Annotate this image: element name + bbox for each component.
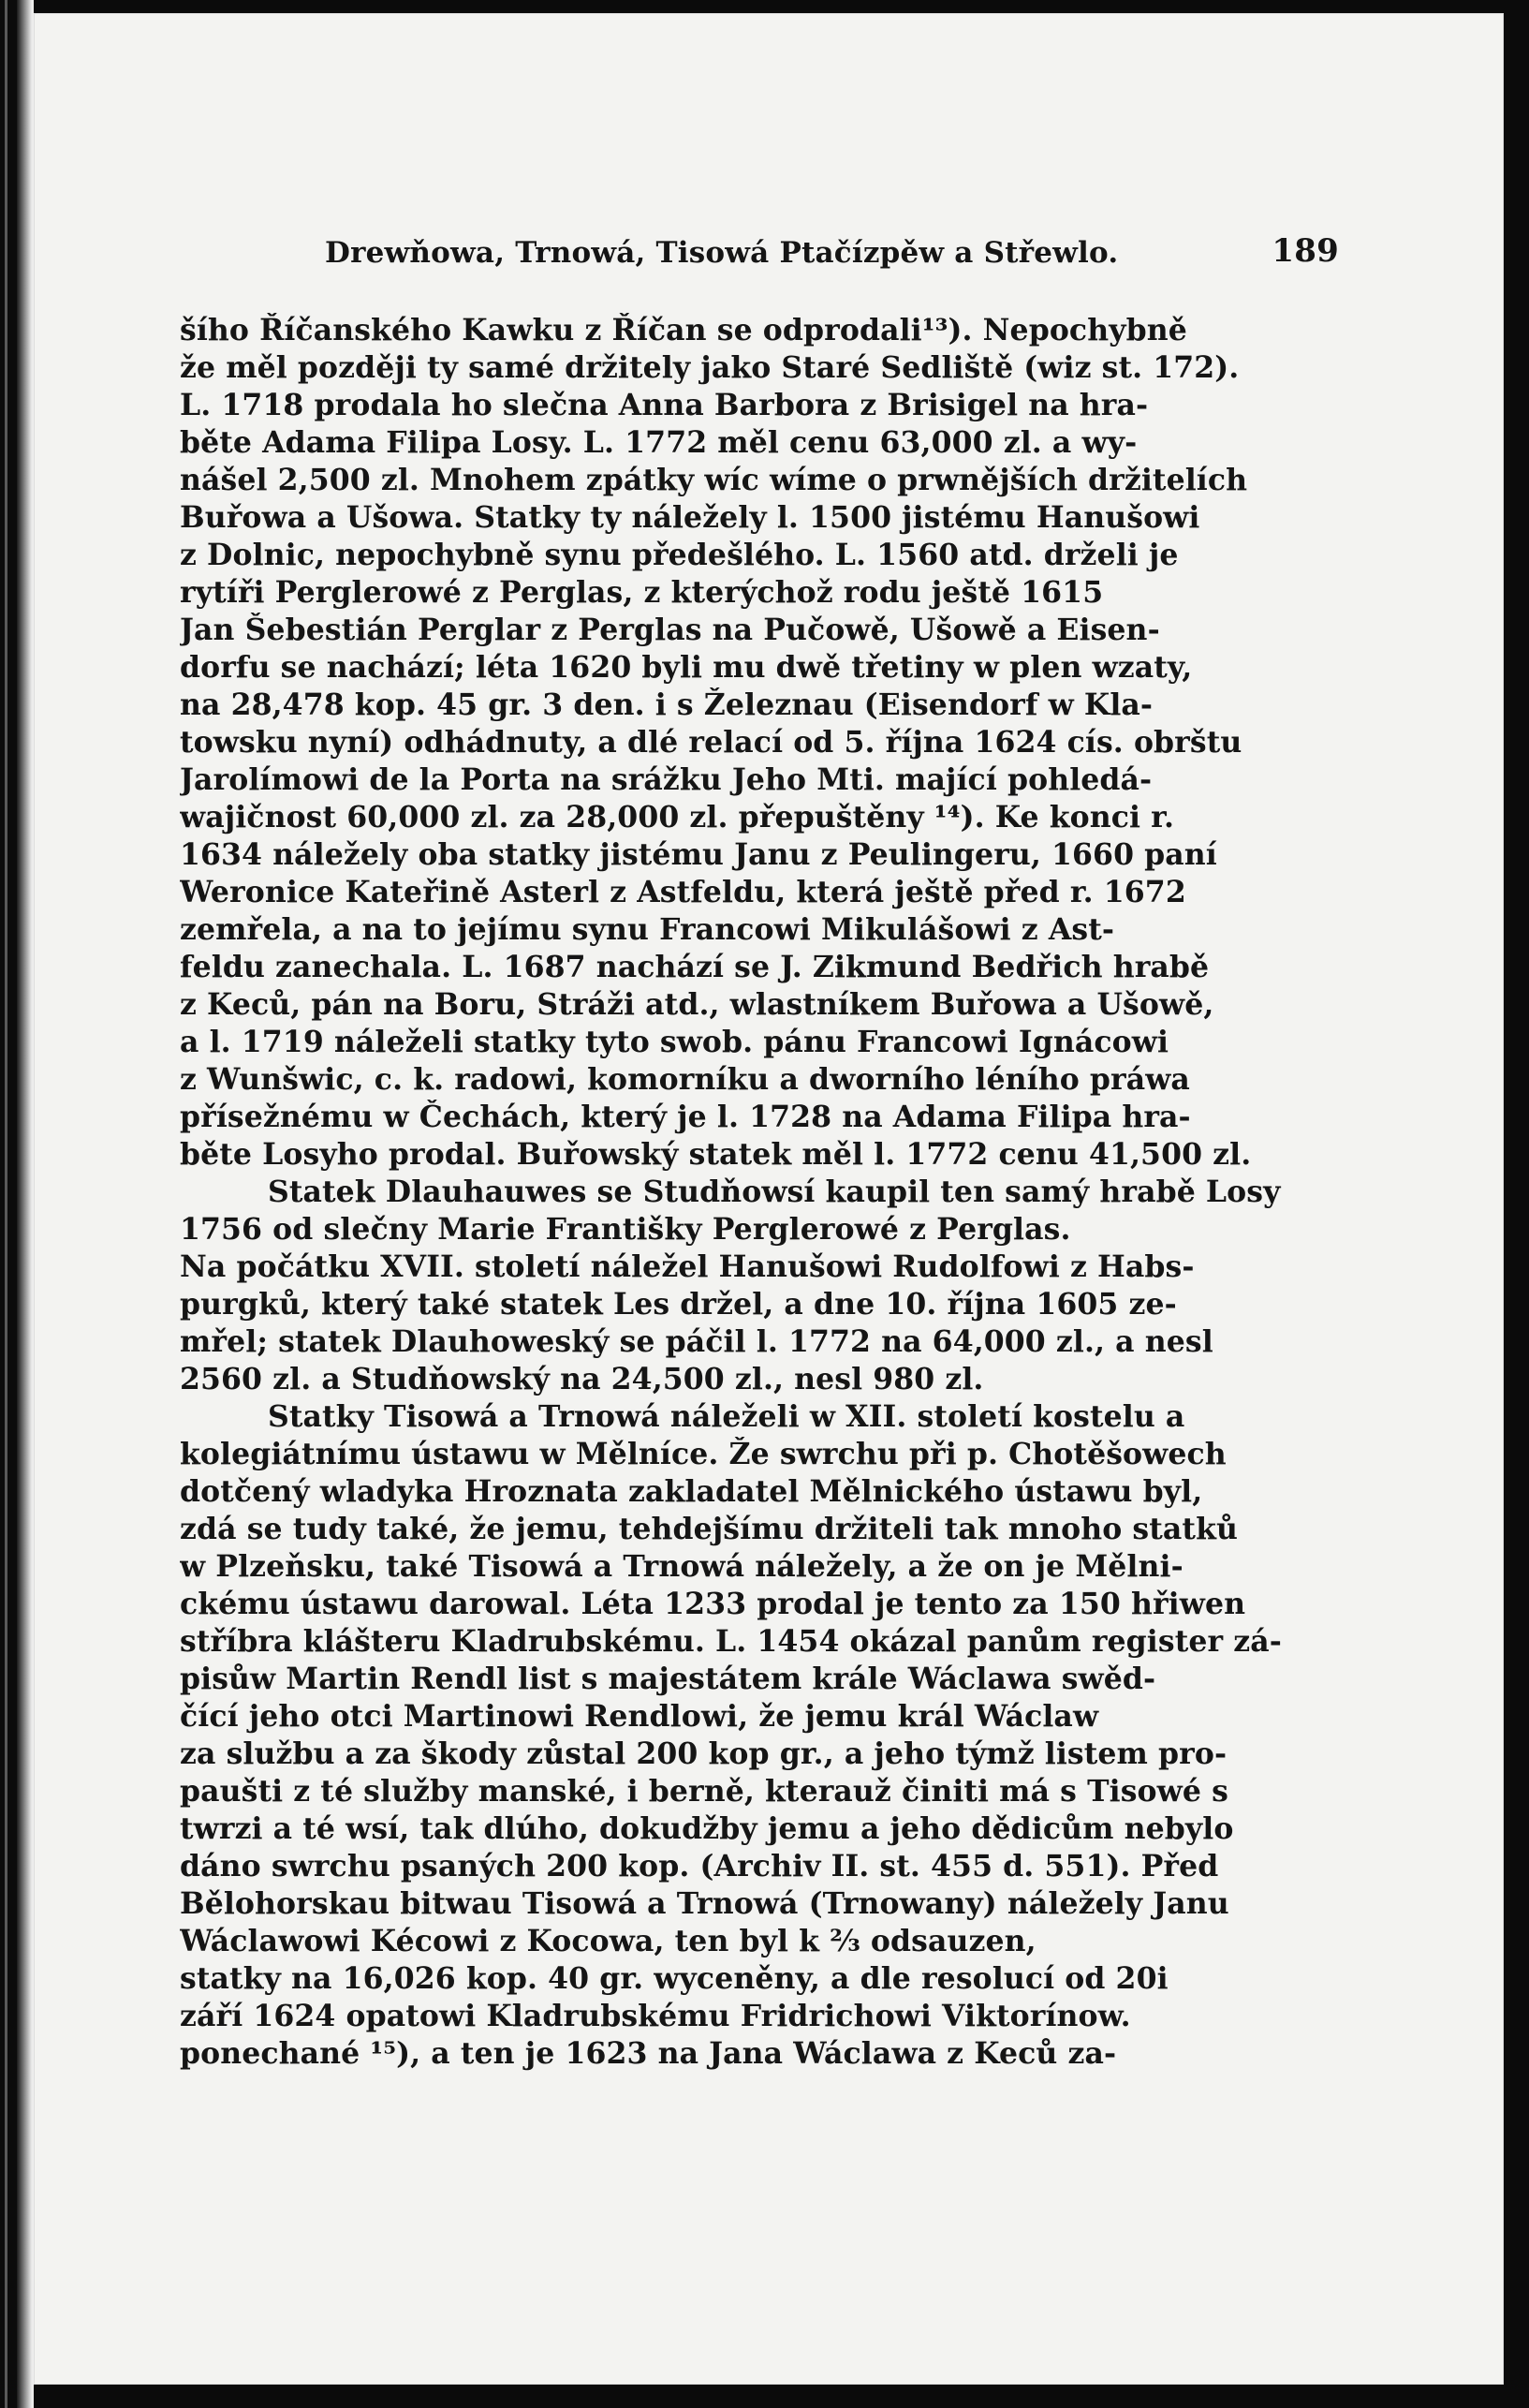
text-line: twrzi a té wsí, tak dlúho, dokudžby jemu a jeho dědicům nebylo <box>180 1811 1234 1846</box>
text-line: nášel 2,500 zl. Mnohem zpátky wíc wíme o prwnějších držitelích <box>180 463 1248 497</box>
text-line: dorfu se nachází; léta 1620 byli mu dwě třetiny w plen wzaty, <box>180 650 1193 685</box>
text-line: rytíři Perglerowé z Perglas, z kterýchož rodu ještě 1615 <box>180 575 1104 610</box>
text-line: ckému ústawu darowal. Léta 1233 prodal je tento za 150 hřiwen <box>180 1587 1246 1621</box>
text-line: za službu a za škody zůstal 200 kop gr., a jeho týmž listem pro- <box>180 1736 1228 1771</box>
text-line: Na počátku XVII. století náležel Hanušowi Rudolfowi z Habs- <box>180 1249 1195 1284</box>
text-line: towsku nyní) odhádnuty, a dlé relací od 5. října 1624 cís. obrštu <box>180 725 1242 760</box>
text-line: Jan Šebestián Perglar z Perglas na Pučowě, Ušowě a Eisen- <box>180 613 1160 647</box>
text-line: mřel; statek Dlauhoweský se páčil l. 1772 na 64,000 zl., a nesl <box>180 1324 1213 1359</box>
text-line: wajičnost 60,000 zl. za 28,000 zl. přepuštěny ¹⁴). Ke konci r. <box>180 800 1175 835</box>
text-line: Buřowa a Ušowa. Statky ty náležely l. 1500 jistému Hanušowi <box>180 500 1200 535</box>
text-line: w Plzeňsku, také Tisowá a Trnowá náležely, a že on je Mělni- <box>180 1549 1184 1584</box>
scan-edge-line <box>5 0 7 2408</box>
text-line: čící jeho otci Martinowi Rendlowi, že jemu král Wáclaw <box>180 1699 1099 1734</box>
text-line: 1756 od slečny Marie Františky Perglerowé z Perglas. <box>180 1212 1071 1247</box>
text-line: že měl později ty samé držitely jako Staré Sedliště (wiz st. 172). <box>180 350 1240 385</box>
text-line: ponechané ¹⁵), a ten je 1623 na Jana Wáclawa z Keců za- <box>180 2036 1117 2071</box>
text-line: z Keců, pán na Boru, Stráži atd., wlastníkem Buřowa a Ušowě, <box>180 987 1214 1022</box>
text-line: pisůw Martin Rendl list s majestátem krále Wáclawa swěd- <box>180 1662 1156 1696</box>
text-line: Bělohorskau bitwau Tisowá a Trnowá (Trnowany) náležely Janu <box>180 1886 1229 1921</box>
text-line: šího Říčanského Kawku z Říčan se odprodali¹³). Nepochybně <box>180 313 1187 347</box>
page-text-block <box>180 225 1339 2074</box>
text-line: 1634 náležely oba statky jistému Janu z Peulingeru, 1660 paní <box>180 837 1217 872</box>
text-line: feldu zanechala. L. 1687 nachází se J. Zikmund Bedřich hrabě <box>180 950 1210 984</box>
text-line: dotčený wladyka Hroznata zakladatel Mělnického ústawu byl, <box>180 1474 1203 1509</box>
text-line: běte Adama Filipa Losy. L. 1772 měl cenu 63,000 zl. a wy- <box>180 425 1138 460</box>
page-number: 189 <box>1272 232 1339 270</box>
text-line: dáno swrchu psaných 200 kop. (Archiv II. st. 455 d. 551). Před <box>180 1849 1219 1884</box>
text-line: paušti z té služby manské, i berně, kterauž činiti má s Tisowé s <box>180 1774 1228 1809</box>
text-line: z Dolnic, nepochybně synu předešlého. L. 1560 atd. drželi je <box>180 538 1179 572</box>
text-line: září 1624 opatowi Kladrubskému Fridrichowi Viktorínow. <box>180 1999 1131 2033</box>
text-line: na 28,478 kop. 45 gr. 3 den. i s Železnau (Eisendorf w Kla- <box>180 687 1154 722</box>
text-line: statky na 16,026 kop. 40 gr. wyceněny, a dle resolucí od 20i <box>180 1961 1169 1996</box>
text-line: purgků, který také statek Les držel, a dne 10. října 1605 ze- <box>180 1287 1177 1322</box>
text-line: kolegiátnímu ústawu w Mělníce. Že swrchu při p. Chotěšowech <box>180 1437 1227 1471</box>
paragraph-start-line: Statek Dlauhauwes se Studňowsí kaupil ten samý hrabě Losy <box>268 1174 1281 1209</box>
text-line: 2560 zl. a Studňowský na 24,500 zl., nesl 980 zl. <box>180 1362 984 1396</box>
text-line: Wáclawowi Kécowi z Kocowa, ten byl k ⅔ odsauzen, <box>180 1924 1036 1958</box>
text-line: stříbra klášteru Kladrubskému. L. 1454 okázal panům register zá- <box>180 1624 1282 1659</box>
text-line: a l. 1719 náleželi statky tyto swob. pánu Francowi Ignácowi <box>180 1025 1169 1059</box>
body-text <box>180 313 1339 2074</box>
text-line: běte Losyho prodal. Buřowský statek měl l. 1772 cenu 41,500 zl. <box>180 1137 1252 1172</box>
book-gutter-shadow <box>17 0 34 2408</box>
book-page <box>34 13 1504 2385</box>
running-header-title: Drewňowa, Trnowá, Tisowá Ptačízpěw a Střewlo. <box>325 236 1119 270</box>
text-line: zdá se tudy také, že jemu, tehdejšímu držiteli tak mnoho statků <box>180 1512 1239 1546</box>
text-line: z Wunšwic, c. k. radowi, komorníku a dworního léního práwa <box>180 1062 1190 1097</box>
text-line: přísežnému w Čechách, který je l. 1728 na Adama Filipa hra- <box>180 1100 1191 1134</box>
page-header <box>180 225 1339 287</box>
paragraph-start-line: Statky Tisowá a Trnowá náleželi w XII. století kostelu a <box>268 1399 1185 1434</box>
text-line: Weronice Kateřině Asterl z Astfeldu, která ještě před r. 1672 <box>180 875 1186 909</box>
text-line: Jarolímowi de la Porta na srážku Jeho Mti. mající pohledá- <box>180 762 1153 797</box>
text-line: L. 1718 prodala ho slečna Anna Barbora z Brisigel na hra- <box>180 388 1149 422</box>
text-line: zemřela, a na to jejímu synu Francowi Mikulášowi z Ast- <box>180 912 1115 947</box>
